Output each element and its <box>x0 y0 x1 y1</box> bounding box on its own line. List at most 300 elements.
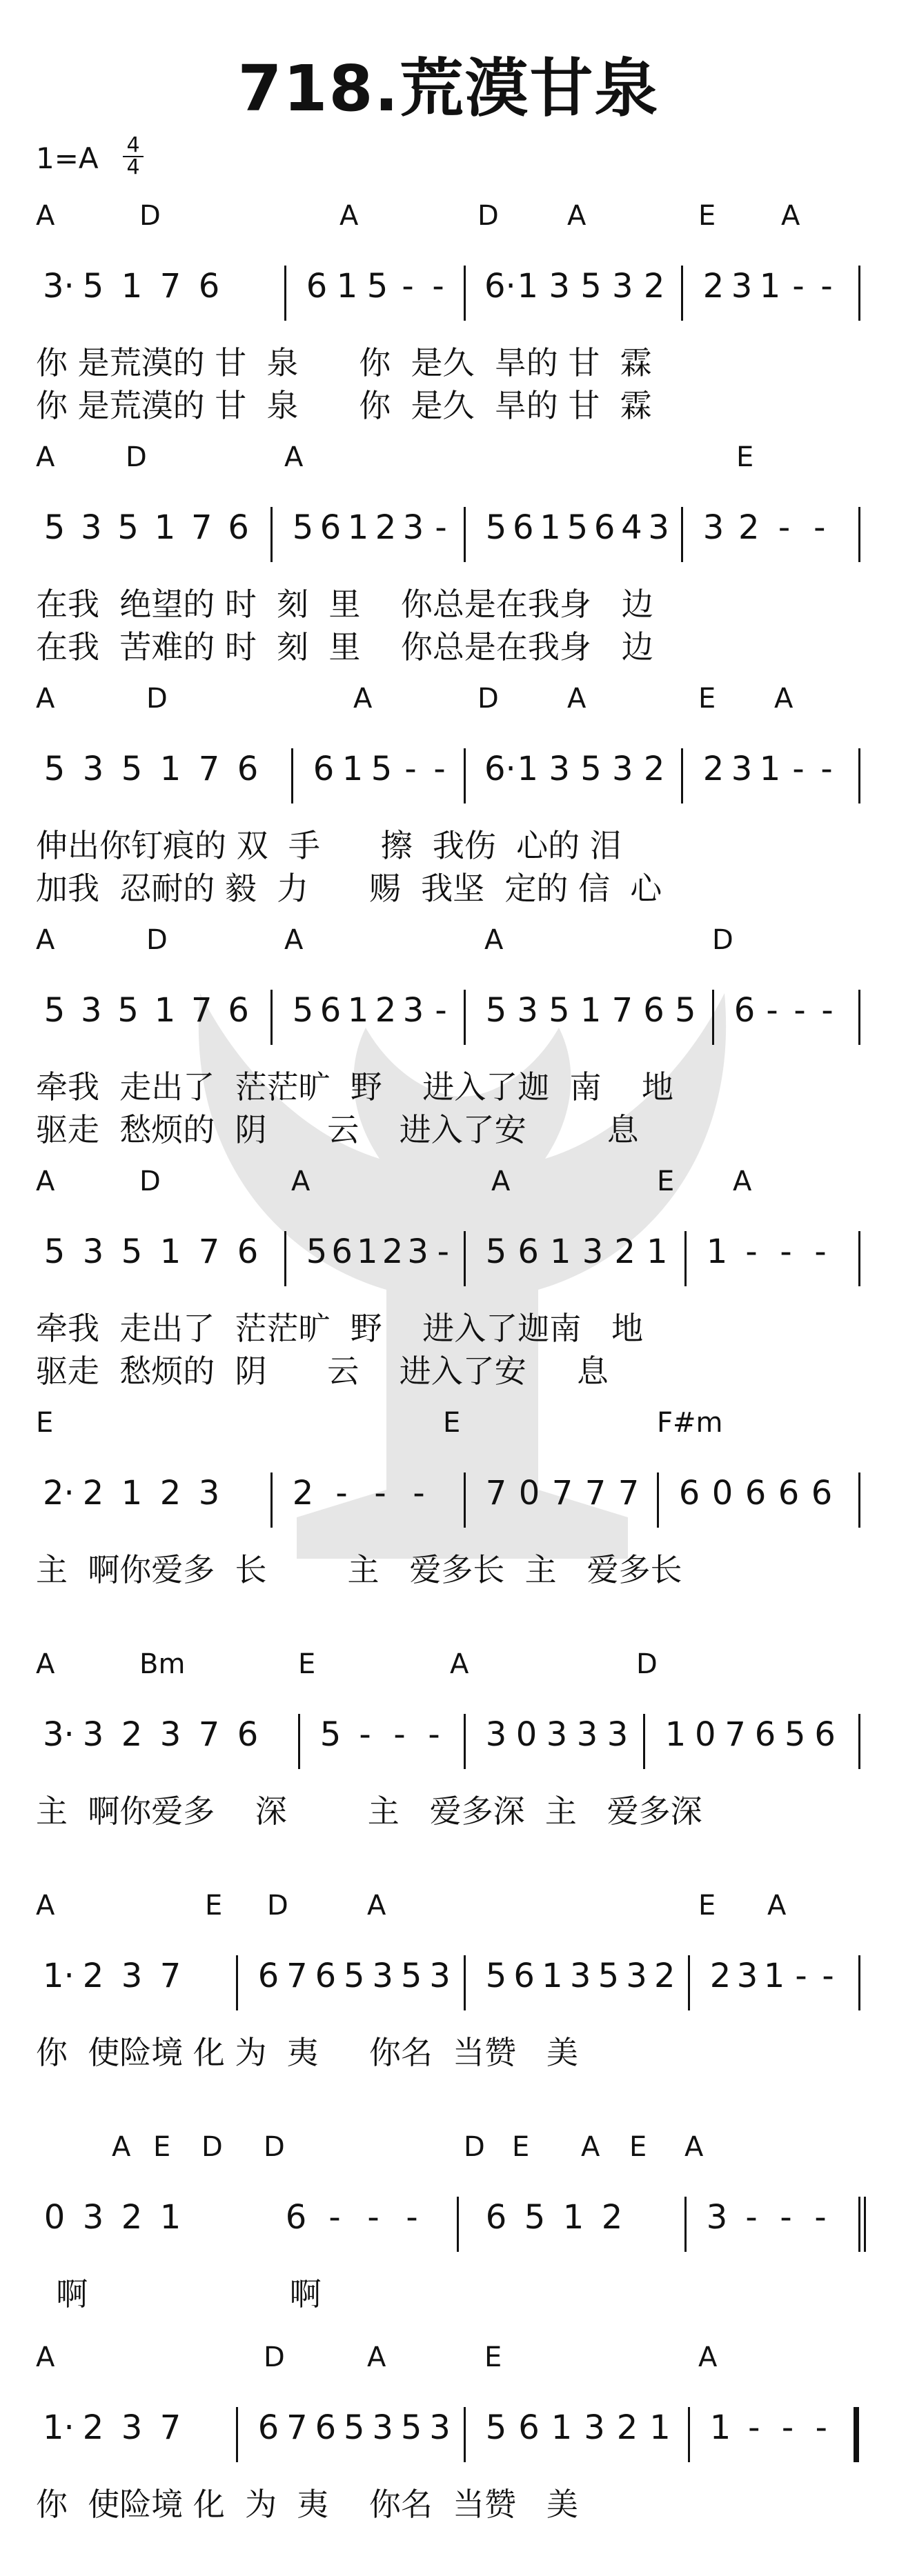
note: 1 <box>347 991 369 1030</box>
note: - <box>821 991 834 1030</box>
chord-symbol: E <box>736 441 754 473</box>
note: 3 <box>612 267 633 306</box>
note: 0 <box>515 1715 538 1754</box>
chord-symbol: E <box>657 1166 675 1197</box>
note: 5 <box>43 508 66 547</box>
note: 5 <box>117 991 139 1030</box>
bar-line <box>236 1955 238 2010</box>
lyric-line-1: 你 使险境 化 为 夷 你名 当赞 美 <box>36 2034 578 2071</box>
note: 7 <box>191 508 213 547</box>
note: 3 <box>159 1715 181 1754</box>
chord-symbol: D <box>126 441 147 473</box>
note: 5 <box>785 1715 806 1754</box>
note: 3 <box>546 1715 568 1754</box>
bar-line <box>284 266 286 321</box>
system-2 <box>0 441 897 676</box>
chord-symbol: E <box>698 683 716 715</box>
note: 3 <box>82 750 104 788</box>
note: 5 <box>292 991 314 1030</box>
chord-row <box>36 683 864 724</box>
chord-symbol: A <box>284 441 304 473</box>
note: 2 <box>82 2408 104 2447</box>
note: 1 <box>647 1232 668 1271</box>
note: 6 <box>643 991 664 1030</box>
note: 7 <box>618 1474 640 1512</box>
chord-symbol: A <box>781 200 800 232</box>
note: 3 <box>736 1957 758 1995</box>
note: 6 <box>331 1232 353 1271</box>
note: 7 <box>191 991 213 1030</box>
note: - <box>328 2198 341 2237</box>
note: - <box>780 2198 792 2237</box>
note: 3 <box>198 1474 220 1512</box>
time-signature-top: 4 <box>123 135 144 157</box>
bar-line <box>858 266 860 321</box>
chord-symbol: D <box>264 2342 285 2373</box>
chord-symbol: D <box>139 1166 161 1197</box>
bar-line <box>464 507 466 562</box>
bar-line <box>681 507 683 562</box>
lyric-line-1: 主 啊你爱多 长 主 爱多长 主 爱多长 <box>36 1551 682 1588</box>
note: - <box>393 1715 406 1754</box>
chord-symbol: A <box>36 683 55 715</box>
note: 1· <box>43 1957 75 1995</box>
note: 3 <box>576 1715 598 1754</box>
bar-line <box>681 748 683 803</box>
chord-symbol: A <box>36 200 55 232</box>
note: 3 <box>372 2408 393 2447</box>
bar-line <box>236 2407 238 2462</box>
chord-symbol: A <box>491 1166 511 1197</box>
lyric-line-1: 主 啊你爱多 深 主 爱多深 主 爱多深 <box>36 1793 702 1830</box>
lyric-line-1: 你 使险境 化 为 夷 你名 当赞 美 <box>36 2486 578 2523</box>
note: 2 <box>616 2408 638 2447</box>
note: - <box>402 267 414 306</box>
bar-line <box>684 1231 687 1286</box>
chord-symbol: D <box>477 683 499 715</box>
note: 1 <box>347 508 369 547</box>
note: 5 <box>580 267 602 306</box>
note: 5 <box>485 991 507 1030</box>
note: - <box>814 1232 827 1271</box>
note: 2 <box>654 1957 676 1995</box>
chord-symbol: A <box>774 683 793 715</box>
note: 3 <box>81 508 102 547</box>
note: 3 <box>731 267 753 306</box>
key-signature: 1=A <box>36 141 99 175</box>
note: 6 <box>237 1232 259 1271</box>
note: 3 <box>569 1957 591 1995</box>
bar-line <box>858 2197 860 2252</box>
note: 3· <box>43 267 75 306</box>
note: 2 <box>292 1474 314 1512</box>
lyric-line-1: 你 是荒漠的 甘 泉 你 是久 旱的 甘 霖 <box>36 344 652 381</box>
chord-symbol: A <box>684 2131 704 2163</box>
notation-row <box>36 1459 864 1535</box>
chord-row <box>36 1890 864 1931</box>
lyric-line-2: 你 是荒漠的 甘 泉 你 是久 旱的 甘 霖 <box>36 387 652 424</box>
note: 3 <box>626 1957 647 1995</box>
note: 7 <box>286 1957 308 1995</box>
note: 3 <box>402 991 424 1030</box>
chord-symbol: A <box>112 2131 131 2163</box>
bar-line <box>858 1231 860 1286</box>
note: 7 <box>584 1474 607 1512</box>
note: 5 <box>485 1957 507 1995</box>
note: 3 <box>82 1232 104 1271</box>
note: - <box>404 750 417 788</box>
note: 2· <box>43 1474 75 1512</box>
chord-symbol: D <box>636 1648 658 1680</box>
note: - <box>820 750 833 788</box>
note: 1 <box>540 508 561 547</box>
note: 2 <box>702 750 724 788</box>
notation-row <box>36 735 864 810</box>
note: 7 <box>159 1957 181 1995</box>
note: 3 <box>402 508 424 547</box>
chord-symbol: A <box>36 1890 55 1921</box>
note: - <box>780 1232 792 1271</box>
note: - <box>359 1715 371 1754</box>
note: 6 <box>811 1474 833 1512</box>
lyric-line-1: 在我 绝望的 时 刻 里 你总是在我身 边 <box>36 586 653 623</box>
notation-row <box>36 493 864 569</box>
bar-line <box>464 1714 466 1769</box>
note: 6 <box>518 2408 540 2447</box>
note: 1 <box>709 2408 731 2447</box>
note: - <box>745 1232 758 1271</box>
chord-row <box>36 441 864 483</box>
note: 3 <box>549 267 570 306</box>
chord-symbol: A <box>581 2131 600 2163</box>
notation-row <box>36 252 864 328</box>
note: 6 <box>814 1715 836 1754</box>
note: 0 <box>518 1474 540 1512</box>
note: 7 <box>485 1474 507 1512</box>
time-signature-bottom: 4 <box>126 155 140 179</box>
bar-line <box>858 1472 860 1528</box>
note: 6 <box>733 991 756 1030</box>
chord-symbol: D <box>477 200 499 232</box>
note: - <box>432 267 444 306</box>
note: 3 <box>582 1232 604 1271</box>
note: 6 <box>257 2408 279 2447</box>
system-5 <box>0 1166 897 1400</box>
note: 1 <box>580 991 602 1030</box>
chord-symbol: D <box>264 2131 285 2163</box>
note: 3 <box>549 750 570 788</box>
note: 0 <box>43 2198 66 2237</box>
note: 1 <box>517 267 539 306</box>
bar-line <box>688 1955 690 2010</box>
chord-row <box>36 1166 864 1207</box>
note: 6 <box>313 750 335 788</box>
note: - <box>435 508 447 547</box>
chord-symbol: D <box>201 2131 223 2163</box>
note: - <box>745 2198 758 2237</box>
bar-line <box>464 2407 466 2462</box>
bar-line <box>464 1955 466 2010</box>
note: - <box>814 508 826 547</box>
bar-line <box>712 990 714 1045</box>
note: 1 <box>706 1232 728 1271</box>
chord-symbol: A <box>367 1890 386 1921</box>
note: 7 <box>159 267 181 306</box>
chord-symbol: E <box>205 1890 223 1921</box>
note: 3 <box>372 1957 393 1995</box>
note: 5 <box>306 1232 328 1271</box>
chord-symbol: A <box>733 1166 752 1197</box>
note: 6 <box>745 1474 767 1512</box>
note: - <box>413 1474 425 1512</box>
note: 1 <box>159 2198 181 2237</box>
note: 6 <box>319 508 342 547</box>
note: 5 <box>580 750 602 788</box>
system-1 <box>0 200 897 435</box>
note: 5 <box>121 1232 143 1271</box>
note: 1 <box>154 508 176 547</box>
bar-line <box>270 1472 273 1528</box>
note: 5 <box>43 991 66 1030</box>
chord-symbol: A <box>450 1648 469 1680</box>
note: 5 <box>344 1957 365 1995</box>
note: 5 <box>121 750 143 788</box>
note: 1 <box>154 991 176 1030</box>
note: - <box>778 508 791 547</box>
note: 1 <box>357 1232 378 1271</box>
note: 3 <box>517 991 538 1030</box>
notation-row <box>36 1700 864 1776</box>
note: 6 <box>513 1957 535 1995</box>
note: 6 <box>518 1232 539 1271</box>
note: 6 <box>228 991 249 1030</box>
lyric-line-2: 在我 苦难的 时 刻 里 你总是在我身 边 <box>36 628 653 666</box>
note: 5 <box>366 267 388 306</box>
note: 6 <box>285 2198 307 2237</box>
note: 1 <box>517 750 539 788</box>
notation-row <box>36 1217 864 1293</box>
note: 5 <box>549 991 570 1030</box>
bar-line <box>464 266 466 321</box>
note: - <box>766 991 778 1030</box>
chord-symbol: E <box>36 1407 54 1439</box>
note: 2 <box>643 750 665 788</box>
note: 5 <box>400 1957 422 1995</box>
chord-symbol: A <box>36 1648 55 1680</box>
note: 6 <box>237 750 259 788</box>
lyric-line-2: 驱走 愁烦的 阴 云 进入了安 息 <box>36 1111 639 1148</box>
notation-row <box>36 2393 864 2469</box>
note: - <box>374 1474 386 1512</box>
lyric-line-1: 牵我 走出了 茫茫旷 野 进入了迦南 地 <box>36 1310 644 1347</box>
chord-symbol: E <box>629 2131 647 2163</box>
note: 1 <box>763 1957 785 1995</box>
bar-line <box>284 1231 286 1286</box>
note: 3 <box>121 2408 143 2447</box>
time-signature <box>123 135 144 178</box>
note: 2 <box>709 1957 731 1995</box>
chord-symbol: A <box>767 1890 787 1921</box>
chord-row <box>36 200 864 241</box>
chord-symbol: A <box>339 200 359 232</box>
note: - <box>814 2198 827 2237</box>
chord-symbol: A <box>698 2342 718 2373</box>
note: 3 <box>731 750 753 788</box>
lyric-line-2: 加我 忍耐的 毅 力 赐 我坚 定的 信 心 <box>36 870 662 907</box>
note: - <box>748 2408 760 2447</box>
note: 4 <box>621 508 642 547</box>
chord-row <box>36 1648 864 1690</box>
bar-line <box>464 1472 466 1528</box>
note: 6 <box>593 508 615 547</box>
note: 6 <box>257 1957 279 1995</box>
note: - <box>815 2408 827 2447</box>
chord-symbol: D <box>139 200 161 232</box>
bar-line <box>858 990 860 1045</box>
chord-symbol: E <box>698 1890 716 1921</box>
note: 5 <box>82 267 104 306</box>
note: 7 <box>198 1715 220 1754</box>
note: 7 <box>286 2408 308 2447</box>
note: 2 <box>601 2198 623 2237</box>
note: 1 <box>550 1232 571 1271</box>
note: 6· <box>484 267 516 306</box>
note: 6 <box>315 1957 337 1995</box>
note: 3 <box>612 750 633 788</box>
note: 5 <box>319 1715 342 1754</box>
note: - <box>335 1474 348 1512</box>
note: 3 <box>702 508 724 547</box>
chord-symbol: E <box>512 2131 530 2163</box>
note: 6 <box>306 267 328 306</box>
note: 5 <box>400 2408 422 2447</box>
note: 3· <box>43 1715 75 1754</box>
bar-line <box>858 1714 860 1769</box>
note: 6 <box>237 1715 259 1754</box>
bar-line <box>270 507 273 562</box>
system-7 <box>0 1648 897 1883</box>
chord-symbol: A <box>284 924 304 956</box>
chord-symbol: E <box>484 2342 502 2373</box>
chord-symbol: E <box>153 2131 171 2163</box>
chord-symbol: D <box>146 683 168 715</box>
note: - <box>433 750 446 788</box>
chord-symbol: A <box>36 2342 55 2373</box>
note: 6 <box>319 991 342 1030</box>
note: 7 <box>198 750 220 788</box>
note: 1 <box>551 2408 573 2447</box>
note: - <box>406 2198 418 2237</box>
final-bar-line <box>854 2407 859 2462</box>
note: 7 <box>551 1474 573 1512</box>
chord-row <box>36 1407 864 1448</box>
chord-symbol: E <box>443 1407 461 1439</box>
bar-line <box>681 266 683 321</box>
notation-row <box>36 2183 864 2259</box>
note: - <box>792 267 805 306</box>
note: 2 <box>121 1715 143 1754</box>
chord-symbol: Bm <box>139 1648 186 1680</box>
note: 2 <box>614 1232 635 1271</box>
note: 2 <box>375 991 397 1030</box>
chord-symbol: A <box>36 924 55 956</box>
bar-line <box>270 990 273 1045</box>
note: 2 <box>375 508 397 547</box>
note: 2 <box>82 1474 104 1512</box>
note: 5 <box>485 1232 507 1271</box>
chord-symbol: A <box>484 924 504 956</box>
bar-line <box>858 1955 860 2010</box>
bar-line <box>464 748 466 803</box>
bar-line <box>858 507 860 562</box>
note: 1 <box>342 750 364 788</box>
notation-row <box>36 976 864 1052</box>
note: 5 <box>485 508 507 547</box>
bar-line <box>643 1714 645 1769</box>
note: 7 <box>611 991 633 1030</box>
chord-symbol: A <box>353 683 373 715</box>
system-10 <box>0 2342 897 2576</box>
note: 3 <box>706 2198 728 2237</box>
note: 5 <box>292 508 314 547</box>
note: 5 <box>371 750 393 788</box>
note: - <box>435 991 447 1030</box>
note: 6 <box>754 1715 776 1754</box>
bar-line <box>688 2407 690 2462</box>
note: 3 <box>429 2408 451 2447</box>
note: - <box>367 2198 379 2237</box>
chord-symbol: E <box>298 1648 316 1680</box>
bar-line <box>464 1231 466 1286</box>
note: 6 <box>778 1474 800 1512</box>
note: 1 <box>562 2198 584 2237</box>
lyric-line-1: 伸出你钉痕的 双 手 擦 我伤 心的 泪 <box>36 827 622 864</box>
note: - <box>428 1715 440 1754</box>
chord-symbol: D <box>712 924 733 956</box>
note: 3 <box>584 2408 605 2447</box>
note: 6 <box>315 2408 337 2447</box>
note: 2 <box>82 1957 104 1995</box>
note: 3 <box>82 1715 104 1754</box>
note: 6 <box>228 508 249 547</box>
note: 3 <box>81 991 102 1030</box>
note: - <box>437 1232 449 1271</box>
note: 5 <box>675 991 696 1030</box>
chord-symbol: E <box>698 200 716 232</box>
bar-line <box>684 2197 687 2252</box>
note: - <box>820 267 833 306</box>
system-3 <box>0 683 897 917</box>
chord-symbol: D <box>267 1890 288 1921</box>
chord-symbol: A <box>567 683 586 715</box>
note: 1 <box>159 1232 181 1271</box>
chord-symbol: A <box>291 1166 310 1197</box>
chord-symbol: A <box>36 1166 55 1197</box>
note: 1 <box>121 1474 143 1512</box>
note: 5 <box>598 1957 620 1995</box>
note: 2 <box>702 267 724 306</box>
bar-line <box>291 748 293 803</box>
note: 5 <box>43 750 66 788</box>
note: 5 <box>117 508 139 547</box>
song-title: 718.荒漠甘泉 <box>237 52 660 126</box>
note: - <box>792 750 805 788</box>
chord-symbol: D <box>464 2131 485 2163</box>
bar-line <box>457 2197 459 2252</box>
chord-row <box>36 2131 864 2173</box>
bar-line <box>858 748 860 803</box>
bar-line <box>464 990 466 1045</box>
